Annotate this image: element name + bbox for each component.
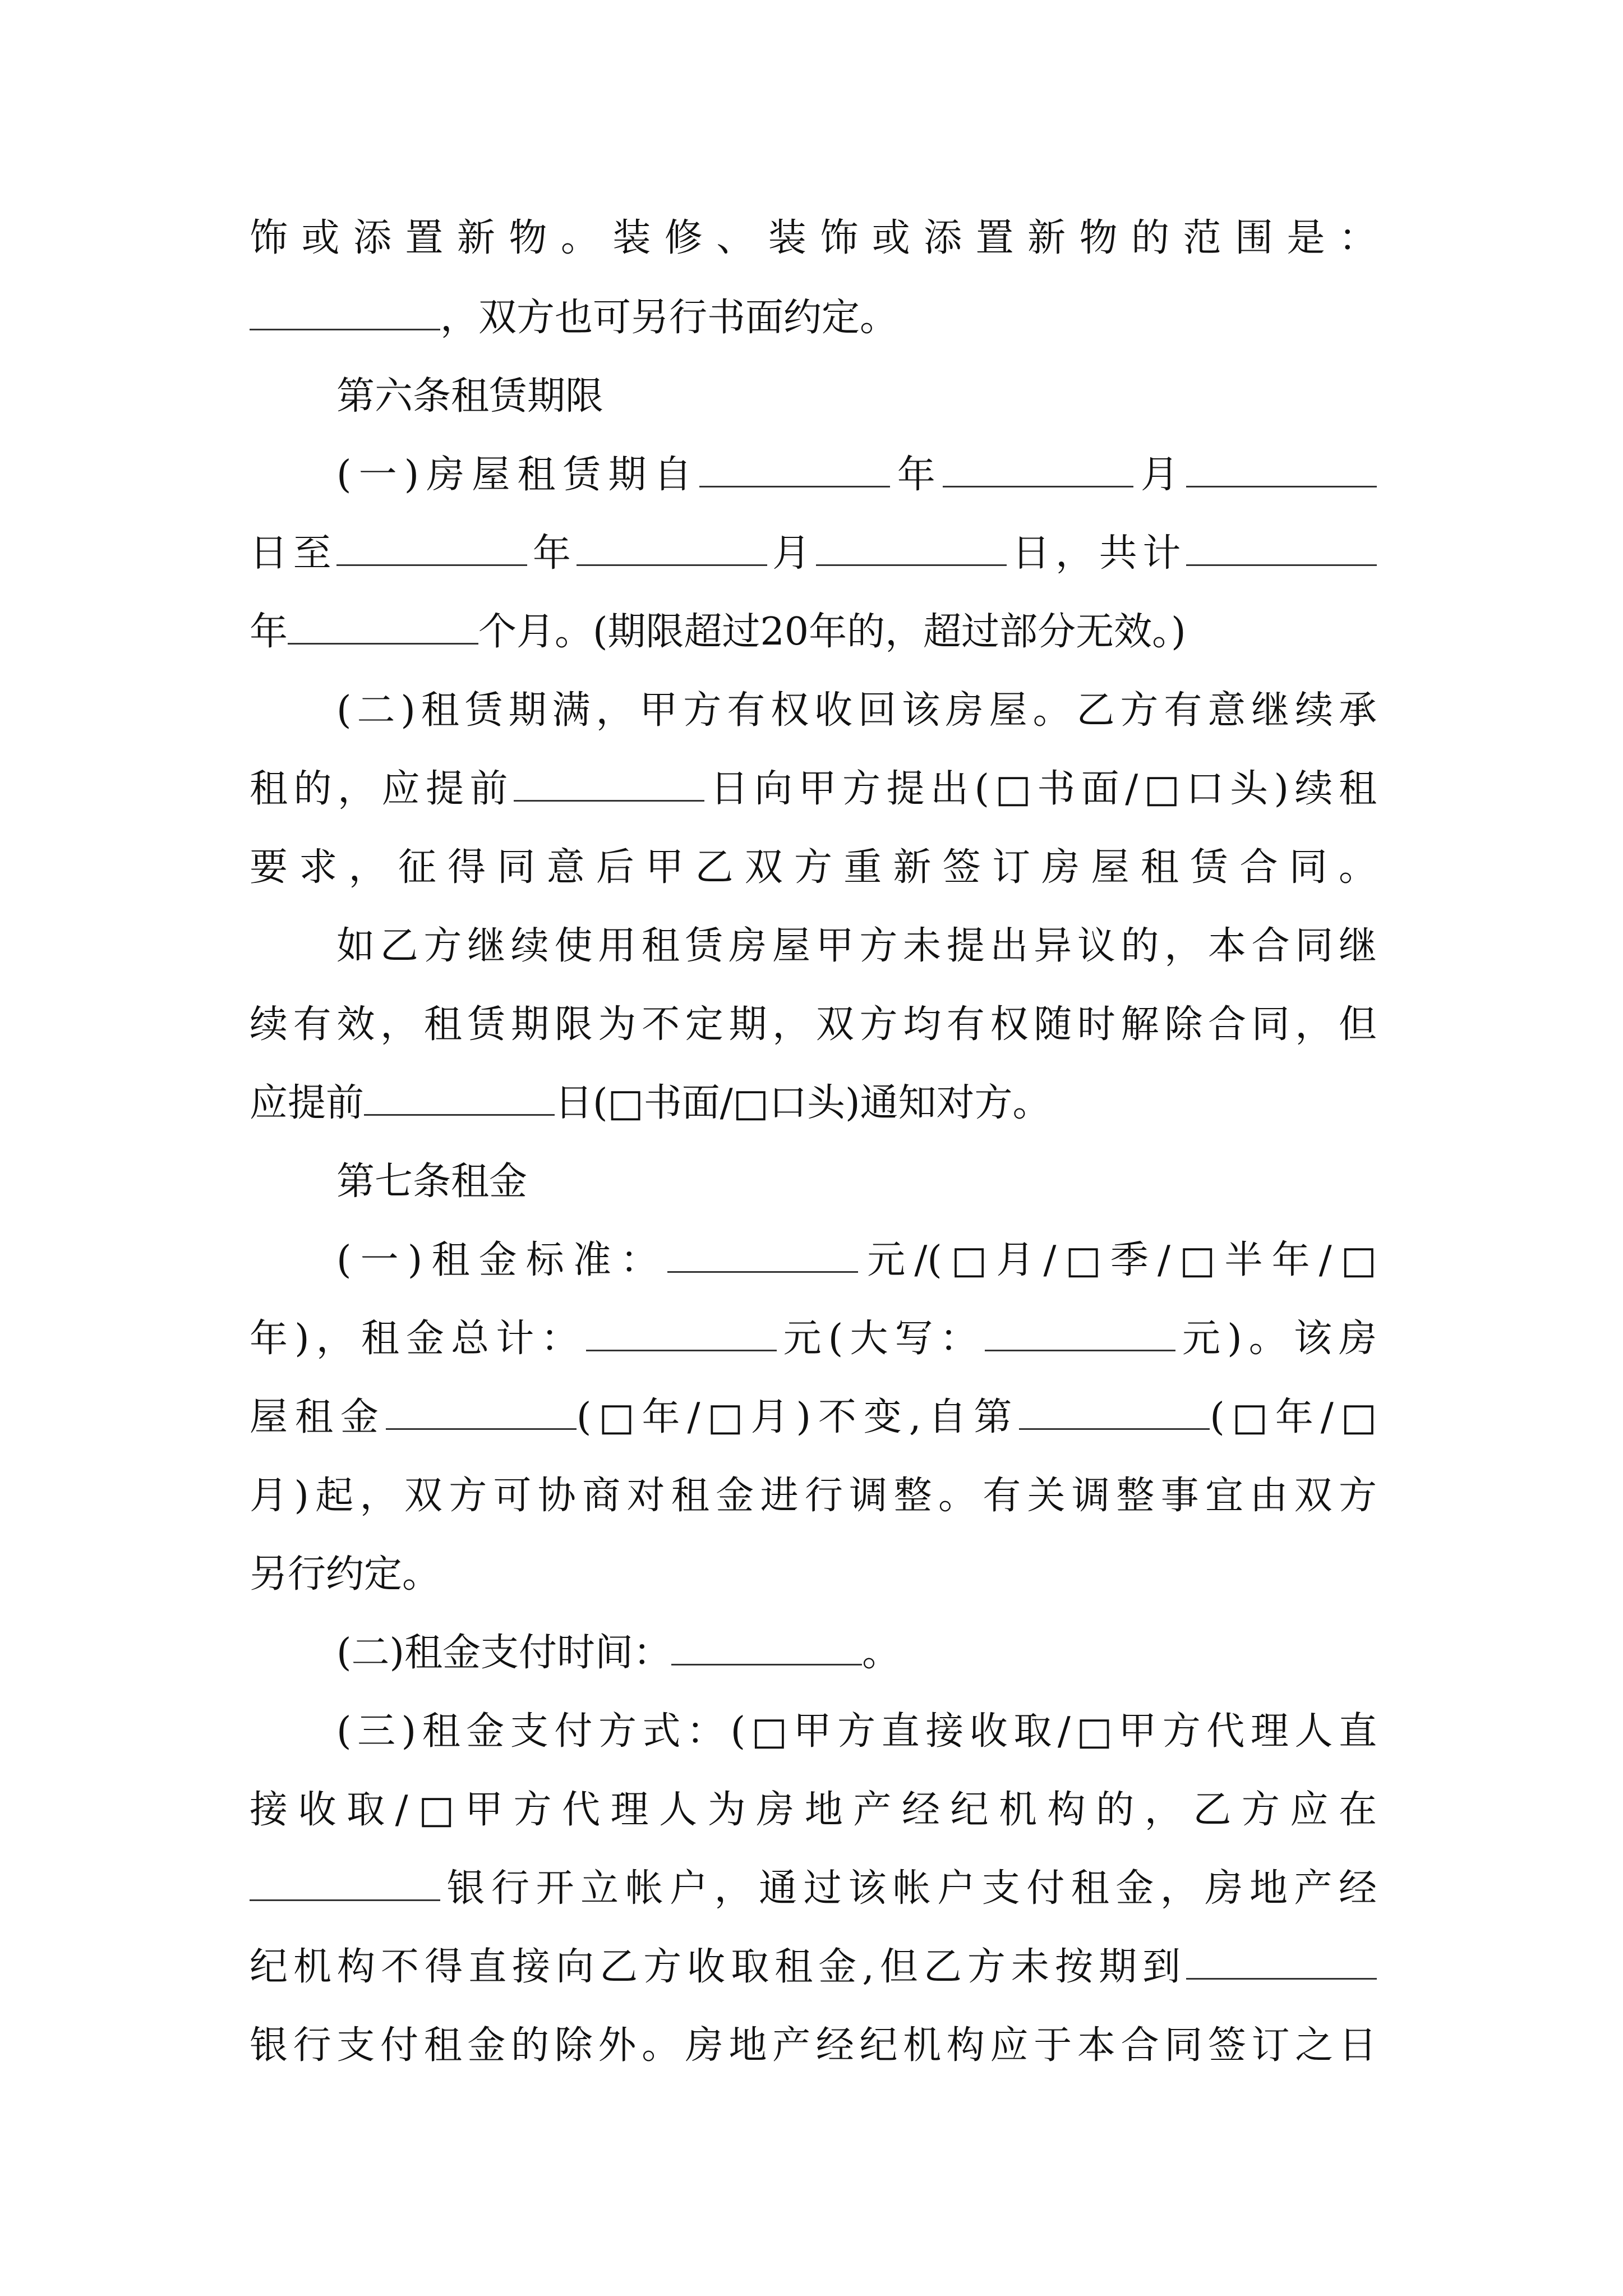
text-line: (三)租金支付方式：(□甲方直接收取/□甲方代理人直 xyxy=(336,1709,1377,1754)
fill-in-blank[interactable] xyxy=(816,531,1007,566)
text-line: (二)租赁期满，甲方有权收回该房屋。乙方有意继续承 xyxy=(336,688,1377,733)
fill-in-blank[interactable] xyxy=(943,452,1133,487)
text-line: (一)房屋租赁期自 年 月 xyxy=(336,436,1377,514)
fill-in-blank[interactable] xyxy=(336,531,527,566)
text-line: 日至 年 月 日，共计 xyxy=(250,514,1377,593)
section-heading: 第六条租赁期限 xyxy=(336,374,604,418)
fill-in-blank[interactable] xyxy=(1186,531,1377,566)
text-line: 如乙方继续使用租赁房屋甲方未提出异议的，本合同继 xyxy=(336,924,1377,968)
text-line: 屋租金 (□年/□月)不变,自第 (□年/□ xyxy=(250,1395,1377,1439)
text-line: 饰或添置新物。装修、装饰或添置新物的范围是： xyxy=(250,216,1377,260)
fill-in-blank[interactable] xyxy=(364,1080,555,1116)
fill-in-blank[interactable] xyxy=(1186,452,1377,487)
fill-in-blank[interactable] xyxy=(577,531,767,566)
text-line: 应提前 日(□书面/□口头)通知对方。 xyxy=(250,1081,1051,1125)
fill-in-blank[interactable] xyxy=(250,1866,440,1901)
text-line: 纪机构不得直接向乙方收取租金,但乙方未按期到 xyxy=(250,1928,1377,2007)
fill-in-blank[interactable] xyxy=(586,1316,777,1351)
fill-in-blank[interactable] xyxy=(288,609,478,645)
text-line: 续有效，租赁期限为不定期，双方均有权随时解除合同，但 xyxy=(250,1002,1377,1047)
text-line: 另行约定。 xyxy=(250,1552,441,1596)
text-line: 接收取/□甲方代理人为房地产经纪机构的，乙方应在 xyxy=(250,1788,1377,1832)
section-heading: 第七条租金 xyxy=(336,1159,528,1204)
text-line: 要求，征得同意后甲乙双方重新签订房屋租赁合同。 xyxy=(250,845,1377,890)
fill-in-blank[interactable] xyxy=(386,1395,577,1430)
text-line: 年 个月。(期限超过20年的，超过部分无效。) xyxy=(250,610,1186,654)
text-line: (一)租金标准： 元/(□月/□季/□半年/□ xyxy=(336,1238,1377,1282)
text-line: 银行开立帐户，通过该帐户支付租金，房地产经 xyxy=(250,1849,1377,1928)
text-line: (二)租金支付时间： 。 xyxy=(336,1631,901,1675)
text-line: 银行支付租金的除外。房地产经纪机构应于本合同签订之日 xyxy=(250,2023,1377,2068)
fill-in-blank[interactable] xyxy=(699,452,890,487)
text-line: 年)，租金总计： 元(大写： 元)。该房 xyxy=(250,1317,1377,1361)
fill-in-blank[interactable] xyxy=(1019,1395,1210,1430)
fill-in-blank[interactable] xyxy=(250,295,440,330)
fill-in-blank[interactable] xyxy=(985,1316,1175,1351)
text-line: 月)起，双方可协商对租金进行调整。有关调整事宜由双方 xyxy=(250,1474,1377,1518)
text-line: 租的，应提前 日向甲方提出(□书面/□口头)续租 xyxy=(250,767,1377,811)
fill-in-blank[interactable] xyxy=(671,1630,862,1665)
fill-in-blank[interactable] xyxy=(667,1237,858,1273)
fill-in-blank[interactable] xyxy=(514,766,704,802)
text-line: ，双方也可另行书面约定。 xyxy=(250,279,1377,357)
fill-in-blank[interactable] xyxy=(1186,1944,1377,1980)
